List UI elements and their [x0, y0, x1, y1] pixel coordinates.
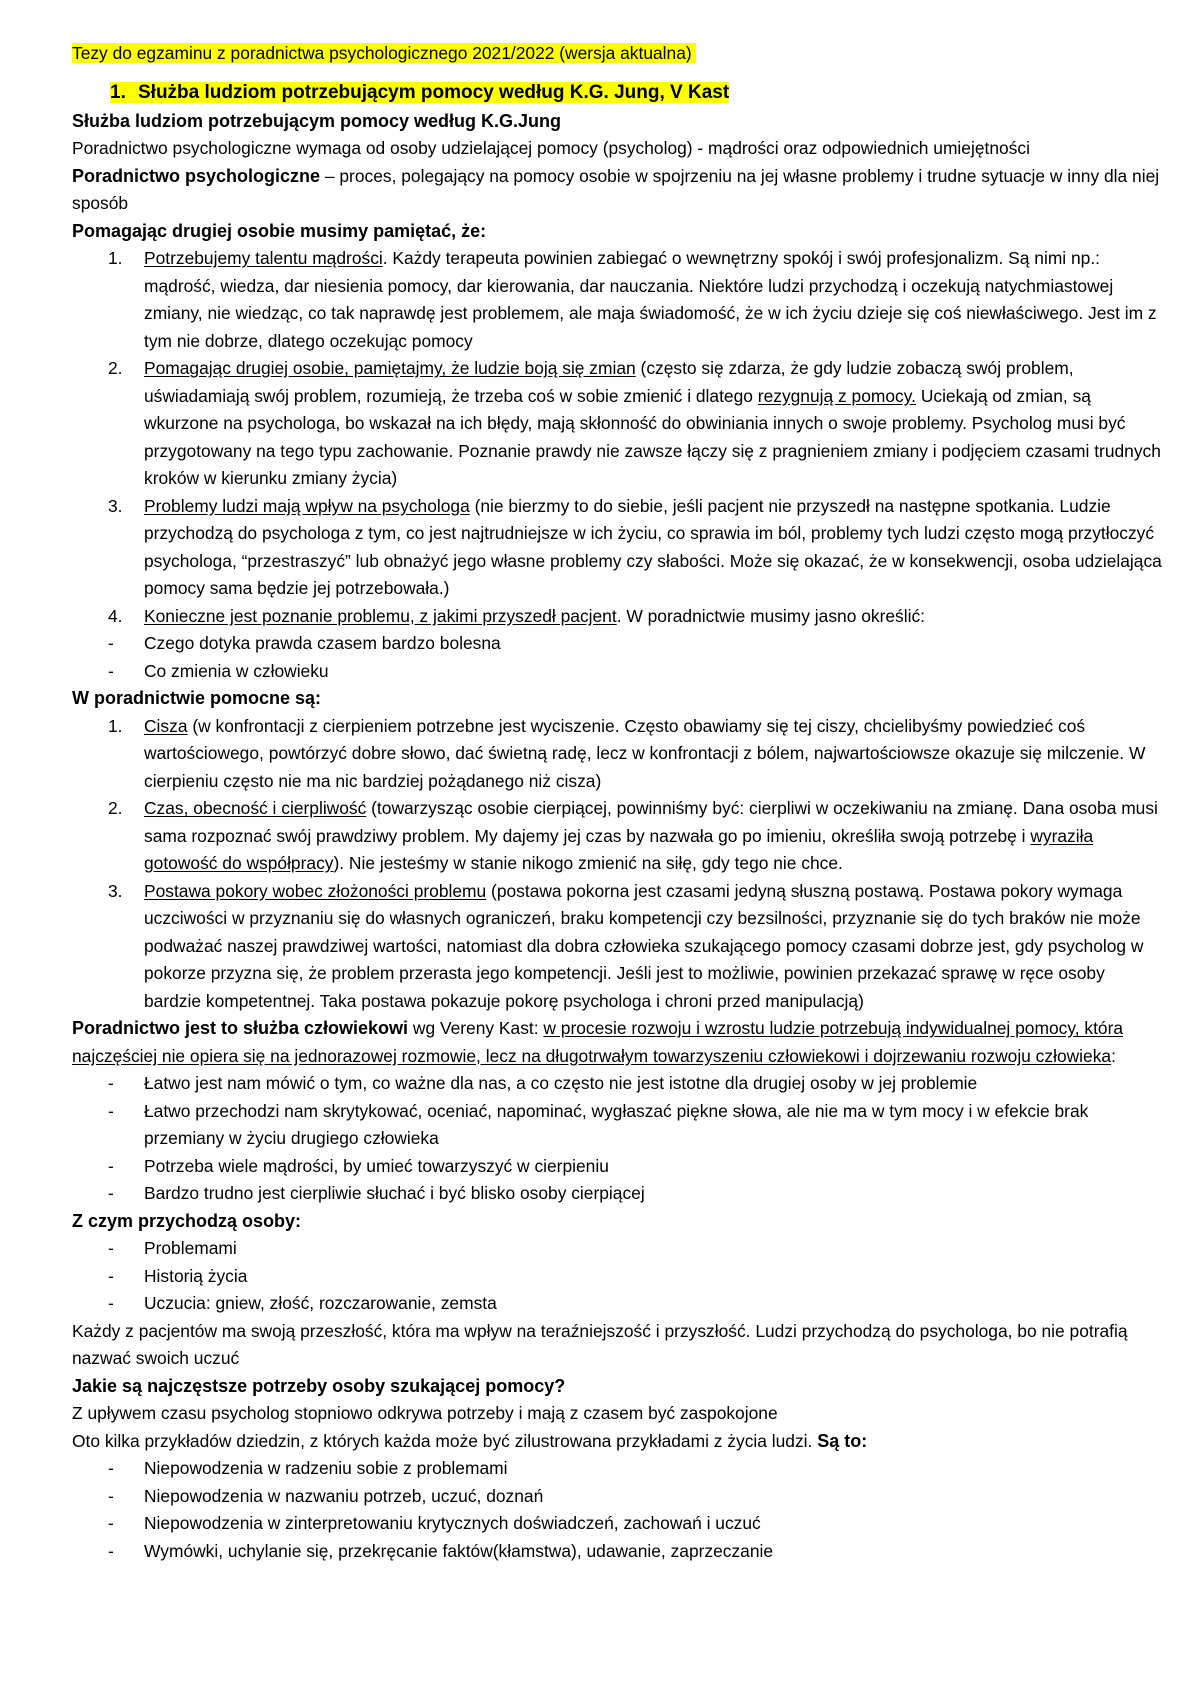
needs-paragraph-1: Z upływem czasu psycholog stopniowo odkrywa potrzeby i mają z czasem być zaspokojone — [72, 1403, 778, 1423]
needs-heading: Jakie są najczęstsze potrzeby osoby szukającej pomocy? — [72, 1375, 566, 1396]
definition-term: Poradnictwo psychologiczne — [72, 165, 321, 186]
bullet-item: - Bardzo trudno jest cierpliwie słuchać i być blisko osoby cierpiącej — [108, 1183, 645, 1203]
needs-paragraph-2: Oto kilka przykładów dziedzin, z których każda może być zilustrowana przykładami z życia ludzi. Są to: — [72, 1430, 868, 1451]
definition-paragraph — [72, 163, 1164, 218]
bullet-item: - Potrzeba wiele mądrości, by umieć towarzyszyć w cierpieniu — [108, 1155, 609, 1176]
remember-list — [72, 245, 1164, 630]
bullet-item: - Uczucia: gniew, złość, rozczarowanie, zemsta — [108, 1293, 497, 1313]
doc-title: Tezy do egzaminu z poradnictwa psychologicznego 2021/2022 (wersja aktualna) — [72, 43, 696, 63]
kast-bullets — [72, 1070, 1164, 1208]
bullet-item: - Łatwo przechodzi nam skrytykować, oceniać, napominać, wygłaszać piękne słowa, ale nie ma w tym mocy i w efekcie brak przemiany w życiu drugiego człowieka — [108, 1100, 1089, 1148]
list-item: 3. Problemy ludzi mają wpływ na psychologa (nie bierzmy to do siebie, jeśli pacjent nie przyszedł na następne spotkania. Ludzie przychodzą do psychologa z tym, co jest najtrudniejsze w ich życiu, co sprawia im ból, problemy tych ludzi często mogą przytłoczyć psychologa, “przestraszyć” lub obnażyć jego własne problemy czy słabości. Może się okazać, że w konsekwencji, osoba udzielająca pomocy sama będzie jej potrzebowała.) — [108, 495, 1162, 598]
remember-bullets — [72, 630, 1164, 685]
list-item: 2. Pomagając drugiej osobie, pamiętajmy, że ludzie boją się zmian (często się zdarza, że gdy ludzie zobaczą swój problem, uświadamiają swój problem, rozumieją, że trzeba coś w sobie zmienić i dlatego rezygnują z pomocy. Uciekają od zmian, są wkurzone na psychologa, bo wskazał na ich błędy, mają skłonność do obwiniania innych o swoje problemy. Psycholog musi być przygotowany na tego typu zachowanie. Poznanie prawdy nie zawsze łączy się z pragnieniem zmiany i podjęciem czasami trudnych kroków w kierunku zmiany życia) — [108, 358, 1161, 488]
definition-text: – proces, polegający na pomocy osobie w spojrzeniu na jej własne problemy i trudne sytuacje w inny dla niej sposób — [72, 165, 1160, 213]
bullet-item: - Wymówki, uchylanie się, przekręcanie faktów(kłamstwa), udawanie, zaprzeczanie — [108, 1540, 774, 1561]
remember-heading: Pomagając drugiej osobie musimy pamiętać, że: — [72, 220, 487, 241]
bullet-item: - Co zmienia w człowieku — [108, 660, 329, 681]
come-with-bullets — [72, 1235, 1164, 1318]
needs-bullets — [72, 1455, 1164, 1565]
bullet-item: - Niepowodzenia w zinterpretowaniu krytycznych doświadczeń, zachowań i uczuć — [108, 1513, 761, 1533]
section-number: 1. — [110, 81, 126, 103]
section-title: Służba ludziom potrzebującym pomocy według K.G. Jung, V Kast — [138, 81, 730, 103]
bullet-item: - Czego dotyka prawda czasem bardzo bolesna — [108, 633, 501, 653]
kast-paragraph: Poradnictwo jest to służba człowiekowi wg Vereny Kast: w procesie rozwoju i wzrostu ludzie potrzebują indywidualnej pomocy, która najczęściej nie opiera się na jednorazowej rozmowie, lecz na długotrwałym towarzyszeniu człowiekowi i dojrzewaniu rozwoju człowieka: — [72, 1018, 1124, 1066]
bullet-item: - Historią życia — [108, 1265, 248, 1286]
helpful-list — [72, 713, 1164, 1016]
doc-title-line — [72, 40, 1164, 68]
list-item: 3. Postawa pokory wobec złożoności problemu (postawa pokorna jest czasami jedyną słuszną postawą. Postawa pokory wymaga uczciwości w przyznaniu się do własnych ograniczeń, braku kompetencji czy bezsilności, przyznanie się do tych braków nie może podważać naszej prawdziwej wartości, natomiast dla dobra człowieka szukającego pomocy czasami dobrze jest, gdy psycholog w pokorze przyzna się, że problem przerasta jego kompetencji. Jeśli jest to możliwie, powinien przekazać sprawę w ręce osoby bardzie kompetentnej. Taka postawa pokazuje pokorę psychologa i chroni przed manipulacją) — [108, 880, 1144, 1011]
come-with-paragraph: Każdy z pacjentów ma swoją przeszłość, która ma wpływ na teraźniejszość i przyszłość. Ludzi przychodzą do psychologa, bo nie potrafią nazwać swoich uczuć — [72, 1320, 1128, 1368]
bullet-item: - Łatwo jest nam mówić o tym, co ważne dla nas, a co często nie jest istotne dla drugiej osoby w jej problemie — [108, 1073, 978, 1093]
jung-paragraph: Poradnictwo psychologiczne wymaga od osoby udzielającej pomocy (psycholog) - mądrości oraz odpowiednich umiejętności — [72, 138, 1030, 158]
bullet-item: - Niepowodzenia w nazwaniu potrzeb, uczuć, doznań — [108, 1485, 544, 1506]
bullet-item: - Problemami — [108, 1238, 237, 1258]
jung-heading: Służba ludziom potrzebującym pomocy według K.G.Jung — [72, 110, 562, 131]
bullet-item: - Niepowodzenia w radzeniu sobie z problemami — [108, 1458, 508, 1478]
section-heading-1 — [72, 78, 1164, 108]
list-item: 1. Potrzebujemy talentu mądrości. Każdy terapeuta powinien zabiegać o wewnętrzny spokój i swój profesjonalizm. Są nimi np.: mądrość, wiedza, dar niesienia pomocy, dar kierowania, dar nauczania. Niektóre ludzi przychodzą i oczekują natychmiastowej zmiany, nie wiedząc, co tak naprawdę jest problemem, ale maja świadomość, że w ich życiu dzieje się coś niewłaściwego. Jest im z tym nie dobrze, dlatego oczekując pomocy — [108, 248, 1157, 351]
list-item: 2. Czas, obecność i cierpliwość (towarzysząc osobie cierpiącej, powinniśmy być: cierpliwi w oczekiwaniu na zmianę. Dana osoba musi sama rozpoznać swój prawdziwy problem. My dajemy jej czas by nazwała go po imieniu, określiła swoją potrzebę i wyraziła gotowość do współpracy). Nie jesteśmy w stanie nikogo zmienić na siłę, gdy tego nie chce. — [108, 798, 1158, 873]
list-item: 4. Konieczne jest poznanie problemu, z jakimi przyszedł pacjent. W poradnictwie musimy jasno określić: — [108, 605, 925, 626]
helpful-heading: W poradnictwie pomocne są: — [72, 688, 322, 708]
come-with-heading: Z czym przychodzą osoby: — [72, 1210, 302, 1231]
list-item: 1. Cisza (w konfrontacji z cierpieniem potrzebne jest wyciszenie. Często obawiamy się tej ciszy, chcielibyśmy powiedzieć coś wartościowego, powtórzyć dobre słowo, dać świetną radę, lecz w konfrontacji z bólem, najwartościowsze okazuje się milczenie. W cierpieniu często nie ma nic bardziej pożądanego niż cisza) — [108, 715, 1146, 791]
